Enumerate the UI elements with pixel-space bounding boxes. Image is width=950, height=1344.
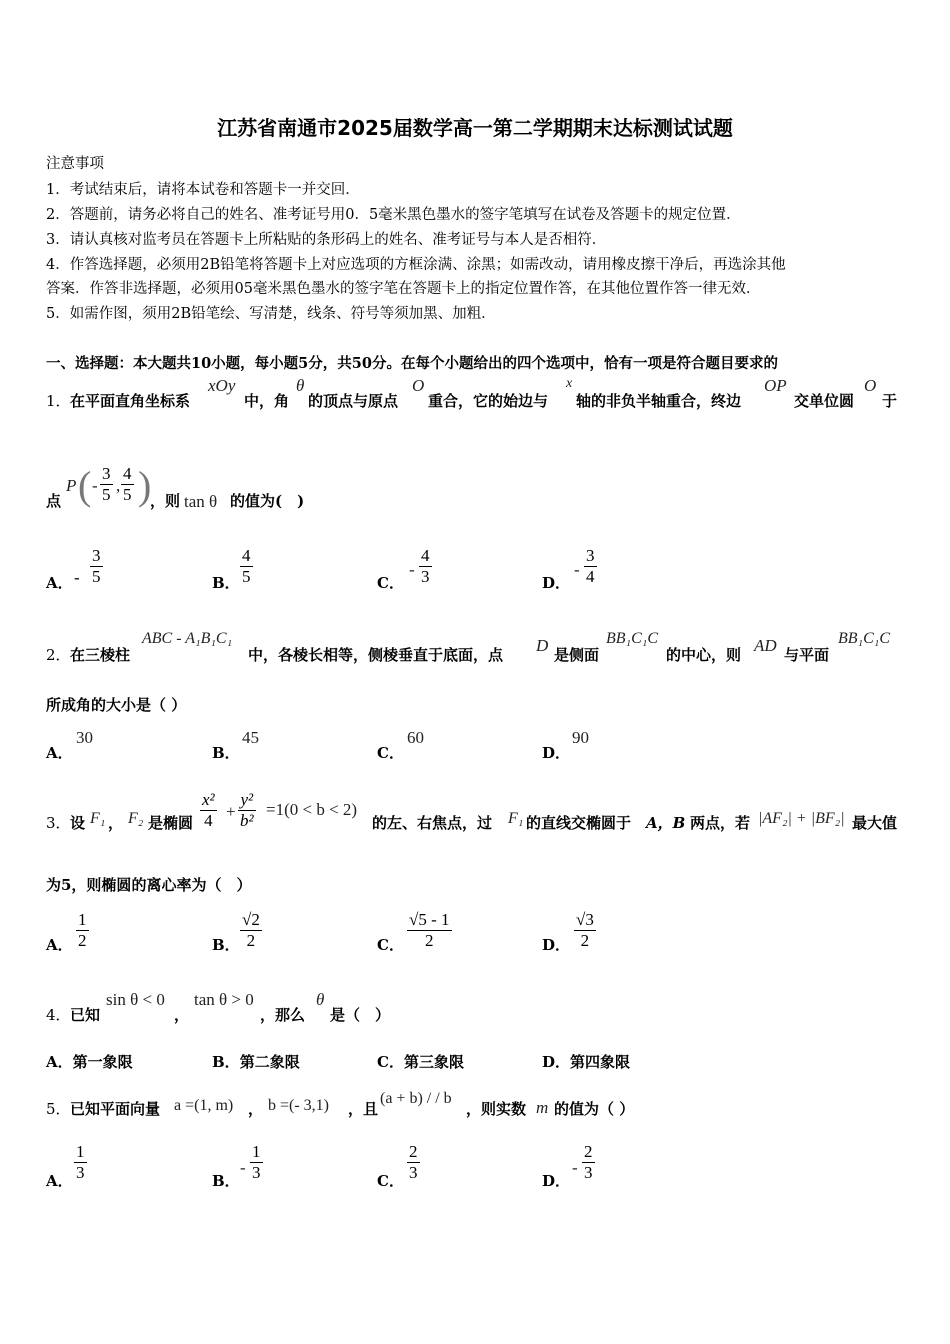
- q3-number: 3．: [46, 814, 71, 832]
- question-5: [46, 1086, 746, 1120]
- option-fraction: [250, 1142, 263, 1183]
- notice-item: 2．答题前，请务必将自己的姓名、准考证号用0．5毫米黑色墨水的签字笔填写在试卷及答题卡的规定位置．: [46, 207, 741, 223]
- option-label: D．: [542, 1172, 571, 1190]
- numerator: 2: [584, 1142, 593, 1161]
- option-value: 30: [76, 728, 93, 747]
- q2-options: [46, 728, 906, 760]
- numerator: 2: [409, 1142, 418, 1161]
- q3-line-2: 为5，则椭圆的离心率为（ ）: [46, 876, 252, 894]
- q1-text: 的顶点与原点: [308, 392, 399, 410]
- q3-text: 的直线交椭圆于: [526, 814, 632, 832]
- option-label: B．: [212, 936, 240, 954]
- q1-text: 轴的非负半轴重合，终边: [576, 392, 742, 410]
- option-label: B．: [212, 1172, 240, 1190]
- q3-plus: +: [226, 802, 236, 821]
- option-text: 第二象限: [239, 1053, 300, 1071]
- q1-math: θ: [296, 376, 305, 395]
- notice-item: 1．考试结束后，请将本试卷和答题卡一并交回．: [46, 182, 360, 198]
- option-fraction: [90, 546, 103, 587]
- q2-text: 是侧面: [554, 646, 600, 664]
- denominator: 3: [584, 1163, 593, 1182]
- option-label: A．: [46, 936, 73, 954]
- q1-math: tan θ: [184, 492, 218, 511]
- q2-math: BB₁C₁C: [606, 630, 659, 647]
- q3-math: F₁: [90, 810, 106, 827]
- option-label: C．: [377, 744, 404, 762]
- option-text: 第三象限: [403, 1053, 464, 1071]
- q1-math: O: [864, 376, 877, 395]
- option-sign: -: [74, 568, 80, 587]
- option-fraction: [407, 1142, 420, 1183]
- q2-text: 与平面: [784, 646, 830, 664]
- q3-text: ，: [108, 814, 124, 832]
- q1-math: OP: [764, 376, 787, 395]
- denominator: 2: [246, 931, 256, 950]
- denominator: b²: [240, 811, 254, 830]
- numerator: 1: [76, 1142, 85, 1161]
- q1-text: 在平面直角坐标系: [70, 392, 191, 410]
- option-label: A．: [46, 1172, 73, 1190]
- option-fraction: [584, 546, 597, 587]
- denominator: 2: [425, 931, 434, 950]
- q5-number: 5．: [46, 1100, 71, 1118]
- numerator: 4: [242, 546, 251, 565]
- q5-text: 的值为（ ）: [554, 1100, 635, 1118]
- q5-text: ，则实数: [466, 1100, 527, 1118]
- option-fraction: [419, 546, 432, 587]
- option-fraction: [240, 910, 262, 951]
- denominator: 3: [76, 1163, 85, 1182]
- q1-options: [46, 546, 906, 596]
- numerator: √5 - 1: [409, 910, 450, 929]
- option-b[interactable]: [212, 1051, 300, 1072]
- option-label: C．: [377, 574, 404, 592]
- notice-item: 答案．作答非选择题，必须用05毫米黑色墨水的签字笔在答题卡上的指定位置作答，在其他位置作答一律无效．: [46, 281, 761, 297]
- q1-text: 交单位圆: [794, 392, 855, 410]
- q4-text: ，那么: [260, 1006, 306, 1024]
- q1-paren-left: (: [78, 463, 92, 508]
- q2-math: AD: [754, 636, 777, 655]
- option-text: 第一象限: [72, 1053, 133, 1071]
- q5-math: (a + b) / / b: [380, 1090, 452, 1107]
- q3-fraction: [238, 790, 256, 831]
- q2-math: ABC - A₁B₁C₁: [142, 630, 233, 647]
- q3-text: 设: [70, 814, 86, 832]
- option-value: 90: [572, 728, 589, 747]
- option-fraction: [76, 910, 89, 951]
- option-label: D．: [542, 744, 571, 762]
- q5-text: ，且: [348, 1100, 379, 1118]
- numerator: 3: [92, 546, 101, 565]
- option-c[interactable]: [377, 1051, 464, 1072]
- notice-item: 4．作答选择题，必须用2B铅笔将答题卡上对应选项的方框涂满、涂黑；如需改动，请用橡皮擦干净后，再选涂其他: [46, 257, 786, 273]
- q4-number: 4．: [46, 1006, 71, 1024]
- option-label: C．: [377, 1053, 404, 1071]
- option-label: B．: [212, 744, 240, 762]
- denominator: 3: [252, 1163, 261, 1182]
- numerator: 1: [78, 910, 87, 929]
- q2-text: 的中心，则: [666, 646, 742, 664]
- q1-point: P: [66, 476, 77, 495]
- option-label: A．: [46, 1053, 73, 1071]
- option-fraction: [240, 546, 253, 587]
- q4-options: [46, 1051, 906, 1073]
- option-sign: -: [240, 1158, 246, 1177]
- q4-text: ，: [174, 1006, 190, 1024]
- question-4: [46, 988, 546, 1024]
- q2-line-2: 所成角的大小是（ ）: [46, 696, 187, 714]
- option-label: D．: [542, 936, 571, 954]
- q1-math: O: [412, 376, 425, 395]
- q1-math: x: [566, 376, 573, 391]
- question-2: [46, 628, 916, 668]
- option-label: D．: [542, 1053, 571, 1071]
- numerator: 4: [123, 464, 132, 483]
- notice-heading: 注意事项: [46, 156, 104, 172]
- q5-text: 已知平面向量: [70, 1100, 161, 1118]
- q4-text: 是（ ）: [330, 1006, 391, 1024]
- option-d[interactable]: [542, 1051, 630, 1072]
- q1-comma: ,: [116, 476, 121, 495]
- denominator: 2: [78, 931, 87, 950]
- option-fraction: [74, 1142, 87, 1183]
- option-label: A．: [46, 744, 73, 762]
- option-value: 60: [407, 728, 424, 747]
- denominator: 4: [204, 811, 213, 830]
- denominator: 5: [92, 567, 101, 586]
- q3-text: 的左、右焦点，过: [372, 814, 493, 832]
- numerator: x²: [202, 790, 215, 809]
- denominator: 3: [421, 567, 430, 586]
- q5-math: b =(- 3,1): [268, 1097, 330, 1114]
- q4-math: sin θ < 0: [106, 990, 165, 1009]
- question-1-line-2: [46, 462, 446, 516]
- option-label: A．: [46, 574, 73, 592]
- question-3: [46, 790, 916, 840]
- q5-math: m: [536, 1098, 549, 1117]
- q1-text: ，则: [150, 492, 181, 510]
- q2-math: D: [536, 636, 549, 655]
- q3-points: A，B: [646, 814, 686, 832]
- q2-math: BB₁C₁C: [838, 630, 891, 647]
- option-sign: -: [572, 1158, 578, 1177]
- q3-text: 两点，若: [690, 814, 751, 832]
- q1-text: 的值为( ): [230, 492, 305, 510]
- numerator: 1: [252, 1142, 261, 1161]
- q2-number: 2．: [46, 646, 71, 664]
- q3-eq-tail: =1(0 < b < 2): [266, 800, 358, 819]
- q1-text: 重合，它的始边与: [428, 392, 549, 410]
- denominator: 5: [102, 485, 111, 504]
- q1-text: 于: [882, 392, 898, 410]
- q3-fraction: [200, 790, 217, 831]
- option-label: C．: [377, 936, 404, 954]
- q1-fraction: [100, 464, 113, 505]
- q2-text: 在三棱柱: [70, 646, 131, 664]
- q1-fraction: [121, 464, 134, 505]
- q4-math: tan θ > 0: [194, 990, 254, 1009]
- option-label: C．: [377, 1172, 404, 1190]
- q2-text: 中，各棱长相等，侧棱垂直于底面，点: [248, 646, 504, 664]
- q3-math: F₁: [508, 810, 524, 827]
- q3-text: 最大值: [852, 814, 898, 832]
- numerator: y²: [238, 790, 256, 811]
- q5-text: ，: [248, 1100, 264, 1118]
- q3-math: |AF₂| + |BF₂|: [758, 810, 845, 827]
- notice-item: 5．如需作图，须用2B铅笔绘、写清楚，线条、符号等须加黑、加粗．: [46, 306, 496, 322]
- numerator: 4: [421, 546, 430, 565]
- q1-math: xOy: [208, 376, 236, 395]
- q4-math: θ: [316, 990, 325, 1009]
- option-fraction: [574, 910, 596, 951]
- numerator: 3: [586, 546, 595, 565]
- q3-math: F₂: [128, 810, 144, 827]
- q1-text: 中，角: [244, 392, 290, 410]
- q4-text: 已知: [70, 1006, 101, 1024]
- numerator: √2: [242, 910, 260, 929]
- q1-number: 1．: [46, 392, 71, 410]
- option-sign: -: [574, 560, 580, 579]
- option-a[interactable]: [46, 1051, 133, 1072]
- q1-paren-right: ): [138, 463, 152, 508]
- denominator: 2: [580, 931, 590, 950]
- option-text: 第四象限: [570, 1053, 631, 1071]
- denominator: 4: [586, 567, 595, 586]
- notice-item: 3．请认真核对监考员在答题卡上所粘贴的条形码上的姓名、准考证号与本人是否相符．: [46, 232, 607, 248]
- denominator: 3: [409, 1163, 418, 1182]
- option-label: B．: [212, 1053, 240, 1071]
- denominator: 5: [242, 567, 251, 586]
- q3-text: 是椭圆: [148, 814, 194, 832]
- numerator: 3: [102, 464, 111, 483]
- q3-options: [46, 908, 906, 958]
- numerator: √3: [576, 910, 594, 929]
- option-fraction: [407, 910, 452, 951]
- option-fraction: [582, 1142, 595, 1183]
- q5-options: [46, 1142, 906, 1192]
- option-value: 45: [242, 728, 259, 747]
- section-header: 一、选择题：本大题共10小题，每小题5分，共50分。在每个小题给出的四个选项中，恰有一项是符合题目要求的: [46, 355, 778, 372]
- page-title: 江苏省南通市2025届数学高一第二学期期末达标测试试题: [217, 116, 733, 140]
- denominator: 5: [123, 485, 132, 504]
- q1-text: 点: [46, 492, 62, 510]
- q1-neg-sign: -: [92, 476, 98, 495]
- option-label: D．: [542, 574, 571, 592]
- option-label: B．: [212, 574, 240, 592]
- q5-math: a =(1, m): [174, 1097, 234, 1114]
- option-sign: -: [409, 560, 415, 579]
